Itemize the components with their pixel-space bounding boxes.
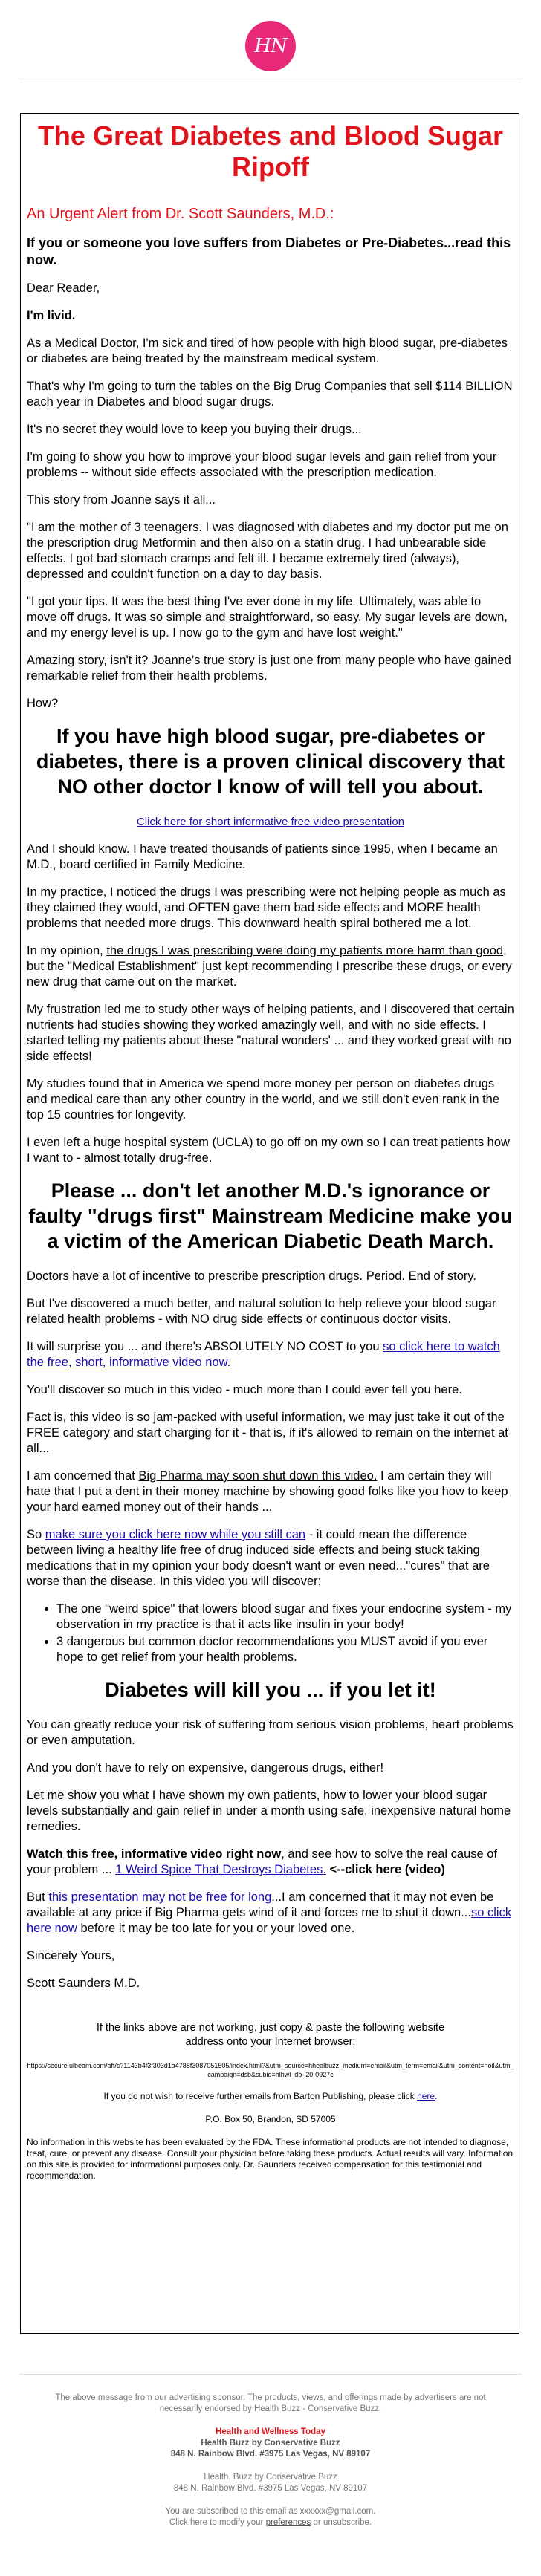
logo[interactable]: [245, 21, 296, 71]
brand-block: [19, 2427, 522, 2460]
unsubscribe-line: If you do not wish to receive further emails from Barton Publishing, please click here.: [103, 2091, 438, 2101]
footer: [19, 2374, 522, 2540]
subheadline-1: If you have high blood sugar, pre-diabetes or diabetes, there is a proven clinical discovery that NO other doctor I know of will tell you about.: [36, 725, 505, 798]
benefits-list: [27, 1601, 514, 1665]
paragraph-13: I even left a huge hospital system (UCLA) to go off on my own so I can treat patients how I want to - almost totally drug-free.: [27, 1136, 510, 1165]
watch-video-link[interactable]: so click here to watch the free, short, informative video now.: [27, 1340, 500, 1369]
paragraph-18: Fact is, this video is so jam-packed with useful information, we may just take it out of the FREE category and start charging for it - that is, if it's allowed to remain on the internet at all...: [27, 1411, 508, 1455]
subscribed-line: You are subscribed to this email as xxxxxx@gmail.com.: [165, 2507, 376, 2516]
paragraph-2: That's why I'm going to turn the tables on the Big Drug Companies that sell $114 BILLION each year in Diabetes and blood sugar drugs.: [27, 380, 513, 409]
signature: Scott Saunders M.D.: [27, 1977, 140, 1990]
paragraph-15: But I've discovered a much better, and natural solution to help relieve your blood sugar related health problems - with NO drug side effects or continuous doctor visits.: [27, 1297, 496, 1326]
preferences-link[interactable]: preferences: [265, 2518, 311, 2527]
paragraph-22: And you don't have to rely on expensive, dangerous drugs, either!: [27, 1761, 384, 1775]
not-free-link[interactable]: this presentation may not be free for long: [48, 1890, 272, 1904]
brand-name: Health and Wellness Today: [216, 2427, 325, 2436]
video-link-row: [27, 814, 514, 830]
paragraph-4: I'm going to show you how to improve your blood sugar levels and gain relief from your problems -- without side effects associated with the prescription medication.: [27, 450, 497, 479]
unsubscribe-here-link[interactable]: here: [417, 2091, 435, 2101]
greeting: Dear Reader,: [27, 282, 100, 295]
paragraph-25: But this presentation may not be free for long...I am concerned that it may not even be available at any price if Big Pharma gets wind of it and forces me to shut it down...so click here now before it may be too late for you or your loved one.: [27, 1890, 512, 1935]
livid-line: I'm livid.: [27, 309, 76, 322]
company-name: Health. Buzz by Conservative Buzz: [204, 2473, 337, 2482]
paragraph-12: My studies found that in America we spend more money per person on diabetes drugs and medical care than any other country in the world, and we still don't even rank in the top 15 countries for longevity.: [27, 1077, 500, 1122]
brand-line2: Health Buzz by Conservative Buzz: [201, 2439, 340, 2447]
list-item: • 3 dangerous but common doctor recommendations you MUST avoid if you ever hope to get relief from your health problems.: [56, 1634, 514, 1665]
fallback-text: If the links above are not working, just copy & paste the following website address onto your Internet browser:: [96, 2022, 445, 2048]
paragraph-17: You'll discover so much in this video - much more than I could ever tell you here.: [27, 1383, 462, 1396]
message-body: [27, 120, 514, 2193]
disclaimer: No information in this website has been evaluated by the FDA. These informational products are not intended to diagnose, treat, cure, or prevent any disease. Consult your physician before taking these products. Actual results will vary. Information on this site is provided for informational purposes only. Dr. Saunders received compensation for this testimonial and recommendation.: [27, 2137, 514, 2181]
subheadline-2: Please ... don't let another M.D.'s ignorance or faulty "drugs first" Mainstream Medicine make you a victim of the American Diabetic Death March.: [28, 1180, 513, 1252]
paragraph-16: It will surprise you ... and there's ABSOLUTELY NO COST to you so click here to watch the free, short, informative video now.: [27, 1340, 500, 1369]
paragraph-14: Doctors have a lot of incentive to prescribe prescription drugs. Period. End of story.: [27, 1269, 476, 1283]
brand-address: 848 N. Rainbow Blvd. #3975 Las Vegas, NV 89107: [170, 2450, 371, 2459]
paragraph-11: My frustration led me to study other ways of helping patients, and I discovered that certain nutrients had studies showing they worked amazingly well, and with no side effects. I started telling my patients about these "natural wonders' ... and they worked great with no side effects!: [27, 1003, 514, 1063]
paragraph-3: It's no secret they would love to keep you buying their drugs...: [27, 423, 362, 436]
paragraph-23: Let me show you what I have shown my own patients, how to lower your blood sugar levels substantially and gain relief in under a month using safe, inexpensive natural home remedies.: [27, 1789, 511, 1833]
intro-bold: If you or someone you love suffers from Diabetes or Pre-Diabetes...read this now.: [27, 235, 511, 267]
paragraph-8: And I should know. I have treated thousands of patients since 1995, when I became an M.D., board certified in Family Medicine.: [27, 842, 498, 871]
company-block: [19, 2472, 522, 2494]
paragraph-9: In my practice, I noticed the drugs I was prescribing were not helping people as much as they claimed they would, and OFTEN gave them bad side effects and MORE health problems that needed more drugs. This downward health spiral bothered me a lot.: [27, 885, 506, 930]
headline: The Great Diabetes and Blood Sugar Ripoff: [37, 120, 504, 182]
testimonial-quote-2: "I got your tips. It was the best thing I've ever done in my life. Ultimately, was able to move off drugs. It was so simple and straightforward, so easy. My sugar levels are down, and my energy level is up. I now go to the gym and have lost weight.": [27, 595, 508, 640]
paragraph-19: I am concerned that Big Pharma may soon shut down this video. I am certain they will hate that I put a dent in their money machine by showing good folks like you how to keep your hard earned money out of their hands ...: [27, 1469, 508, 1514]
video-link-1[interactable]: Click here for short informative free video presentation: [136, 816, 405, 828]
paragraph-1: As a Medical Doctor, I'm sick and tired of how people with high blood sugar, pre-diabetes or diabetes are being treated by the mainstream medical system.: [27, 336, 508, 365]
paragraph-6: Amazing story, isn't it? Joanne's true story is just one from many people who have gained remarkable relief from their health problems.: [27, 654, 511, 683]
paragraph-21: You can greatly reduce your risk of suffering from serious vision problems, heart problems or even amputation.: [27, 1718, 514, 1747]
paragraph-24: Watch this free, informative video right now, and see how to solve the real cause of your problem ... 1 Weird Spice That Destroys Diabetes. <--click here (video): [27, 1847, 498, 1876]
testimonial-quote-1: "I am the mother of 3 teenagers. I was diagnosed with diabetes and my doctor put me on the prescription drug Metformin and then also on a statin drug. I had unbearable side effects. I got bad stomach cramps and felt ill. I became extremely tired (always), depressed and couldn't function on a day to day basis.: [27, 521, 508, 581]
paragraph-10: In my opinion, the drugs I was prescribing were doing my patients more harm than good, but the "Medical Establishment" just kept recommending I prescribe these drugs, or every new drug that came out on the market.: [27, 944, 512, 989]
header: [0, 0, 541, 89]
paragraph-7: How?: [27, 697, 59, 710]
paragraph-5: This story from Joanne says it all...: [27, 493, 216, 507]
subheadline-3: Diabetes will kill you ... if you let it!: [105, 1679, 436, 1701]
alert-heading: An Urgent Alert from Dr. Scott Saunders, M.D.:: [27, 206, 334, 222]
list-item: • The one "weird spice" that lowers blood sugar and fixes your endocrine system - my observation in my practice is that it acts like insulin in your body!: [56, 1601, 514, 1633]
sponsor-note: The above message from our advertising sponsor. The products, views, and offerings made by advertisers are not necessarily endorsed by Health Buzz - Conservative Buzz.: [55, 2393, 486, 2413]
po-box: P.O. Box 50, Brandon, SD 57005: [205, 2114, 336, 2124]
logo-text: HN: [254, 35, 287, 57]
subscription-block: You are subscribed to this email as xxxxxx@gmail.com. Click here to modify your preferences or unsubscribe.: [165, 2507, 376, 2527]
click-here-now-link[interactable]: so click here now: [27, 1906, 512, 1935]
company-address: 848 N. Rainbow Blvd. #3975 Las Vegas, NV 89107: [173, 2484, 368, 2493]
paragraph-20: So make sure you click here now while you still can - it could mean the difference between living a healthy life free of drug induced side effects and being stuck taking medications that in my opinion your body doesn't want or even need..."cures" that are worse than the disease. In this video you will discover:: [27, 1528, 490, 1588]
weird-spice-link[interactable]: 1 Weird Spice That Destroys Diabetes.: [115, 1863, 326, 1876]
fallback-url[interactable]: https://secure.ulbeam.com/aff/c?1143b4f3f303d1a4788f3087051505/index.html?&utm_source=hhealbuzz_medium=email&utm_term=email&utm_content=hoil&utm_campaign=dsb&subid=hlhwl_db_20-0927c: [27, 2062, 514, 2078]
click-now-link[interactable]: make sure you click here now while you still can: [45, 1528, 306, 1541]
signoff: Sincerely Yours,: [27, 1949, 115, 1962]
